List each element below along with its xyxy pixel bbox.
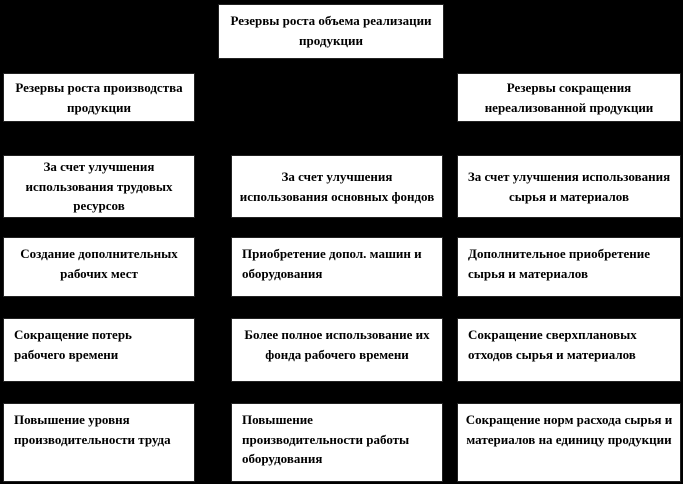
- box-unsold-products-reduction-reserves: [457, 73, 681, 122]
- box-label: Более полное использование их фонда рабочего времени: [244, 327, 430, 362]
- box-label: Сокращение потерь рабочего времени: [14, 327, 132, 362]
- box-label: Сокращение сверхплановых отходов сырья и материалов: [468, 327, 637, 362]
- box-label: Резервы сокращения нереализованной продукции: [484, 80, 654, 115]
- box-labor-resources-improvement: [3, 155, 195, 218]
- box-additional-raw-materials: [457, 237, 681, 297]
- box-production-growth-reserves: [3, 73, 195, 122]
- box-label: За счет улучшения использования основных фондов: [239, 169, 435, 204]
- box-label: Повышение производительности работы оборудования: [242, 412, 410, 466]
- box-label: Резервы роста объема реализации продукции: [230, 13, 432, 48]
- box-fixed-assets-improvement: [231, 155, 443, 218]
- box-label: За счет улучшения использования сырья и материалов: [467, 169, 671, 204]
- box-consumption-rates-reduction: [457, 403, 681, 482]
- box-label: Дополнительное приобретение сырья и материалов: [468, 246, 650, 281]
- box-label: Повышение уровня производительности труда: [14, 412, 171, 447]
- box-label: Создание дополнительных рабочих мест: [20, 246, 178, 281]
- box-label: Приобретение допол. машин и оборудования: [242, 246, 422, 281]
- box-additional-jobs: [3, 237, 195, 297]
- box-above-plan-waste-reduction: [457, 318, 681, 382]
- box-label: За счет улучшения использования трудовых ресурсов: [25, 159, 173, 214]
- box-equipment-productivity-increase: [231, 403, 443, 482]
- box-sales-volume-growth-reserves: [218, 4, 444, 59]
- box-working-time-fund-use: [231, 318, 443, 382]
- box-working-time-losses-reduction: [3, 318, 195, 382]
- box-labor-productivity-increase: [3, 403, 195, 482]
- box-raw-materials-improvement: [457, 155, 681, 218]
- box-label: Сокращение норм расхода сырья и материалов на единицу продукции: [465, 412, 673, 447]
- box-additional-machines: [231, 237, 443, 297]
- box-label: Резервы роста производства продукции: [15, 80, 183, 115]
